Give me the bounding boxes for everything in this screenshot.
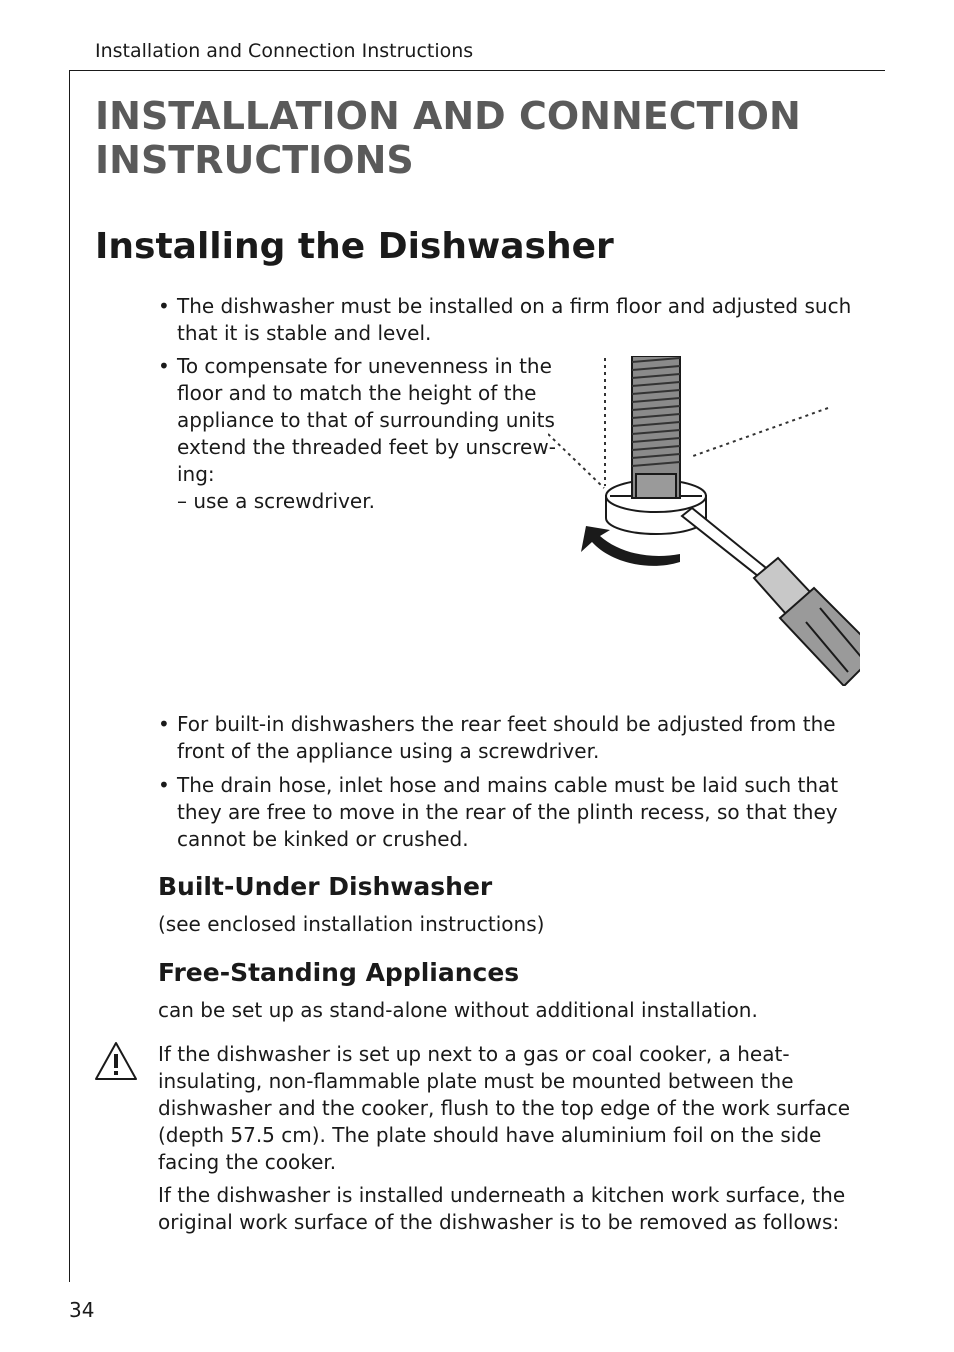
work-surface-text: If the dishwasher is installed underneath a kitchen work surface, the original work surface of the dishwasher is to be removed as follows: [158, 1183, 846, 1234]
chapter-title: INSTALLATION AND CONNECTION INSTRUCTIONS [95, 94, 801, 182]
bullet-hoses [158, 772, 867, 853]
bullet-line: To compensate for unevenness in the [177, 354, 552, 378]
bullet-text: The dishwasher must be installed on a firm floor and adjusted such that it is stable and level. [177, 294, 852, 345]
page-number: 34 [69, 1298, 95, 1322]
built-under-title: Built-Under Dishwasher [158, 872, 493, 901]
bullet-dot: • [158, 294, 170, 318]
bullet-dot: • [158, 354, 170, 378]
bullet-text: The drain hose, inlet hose and mains cable must be laid such that they are free to move in the rear of the plinth recess, so that they cannot be kinked or crushed. [177, 773, 839, 851]
warning-text: If the dishwasher is set up next to a gas or coal cooker, a heat-insulating, non-flammable plate must be mounted between the dishwasher and the cooker, flush to the top edge of the work surface (depth 57.5 cm). The plate should have aluminium foil on the side facing the cooker. [158, 1042, 851, 1174]
bullet-line: ing: [177, 462, 215, 486]
bullet-subline: – use a screwdriver. [177, 489, 375, 513]
built-under-note: (see enclosed installation instructions) [158, 912, 545, 936]
bullet-line: extend the threaded feet by unscrew- [177, 435, 556, 459]
bullet-firm-floor [158, 293, 867, 347]
bullet-dot: • [158, 773, 170, 797]
bullet-dot: • [158, 712, 170, 736]
free-standing-title: Free-Standing Appliances [158, 958, 520, 987]
bullet-built-in-feet [158, 711, 867, 765]
bullet-text: For built-in dishwashers the rear feet should be adjusted from the front of the appliance using a screwdriver. [177, 712, 836, 763]
running-header: Installation and Connection Instructions [95, 40, 474, 62]
free-standing-text: can be set up as stand-alone without additional installation. [158, 998, 758, 1022]
bullet-unevenness [158, 353, 557, 515]
margin-rule [69, 70, 70, 1282]
header-rule [69, 70, 885, 71]
warning-triangle-icon [93, 1040, 139, 1082]
bullet-line: floor and to match the height of the [177, 381, 537, 405]
screwdriver-foot-illustration [548, 356, 860, 686]
bullet-line: appliance to that of surrounding units [177, 408, 555, 432]
section-title: Installing the Dishwasher [95, 226, 614, 267]
